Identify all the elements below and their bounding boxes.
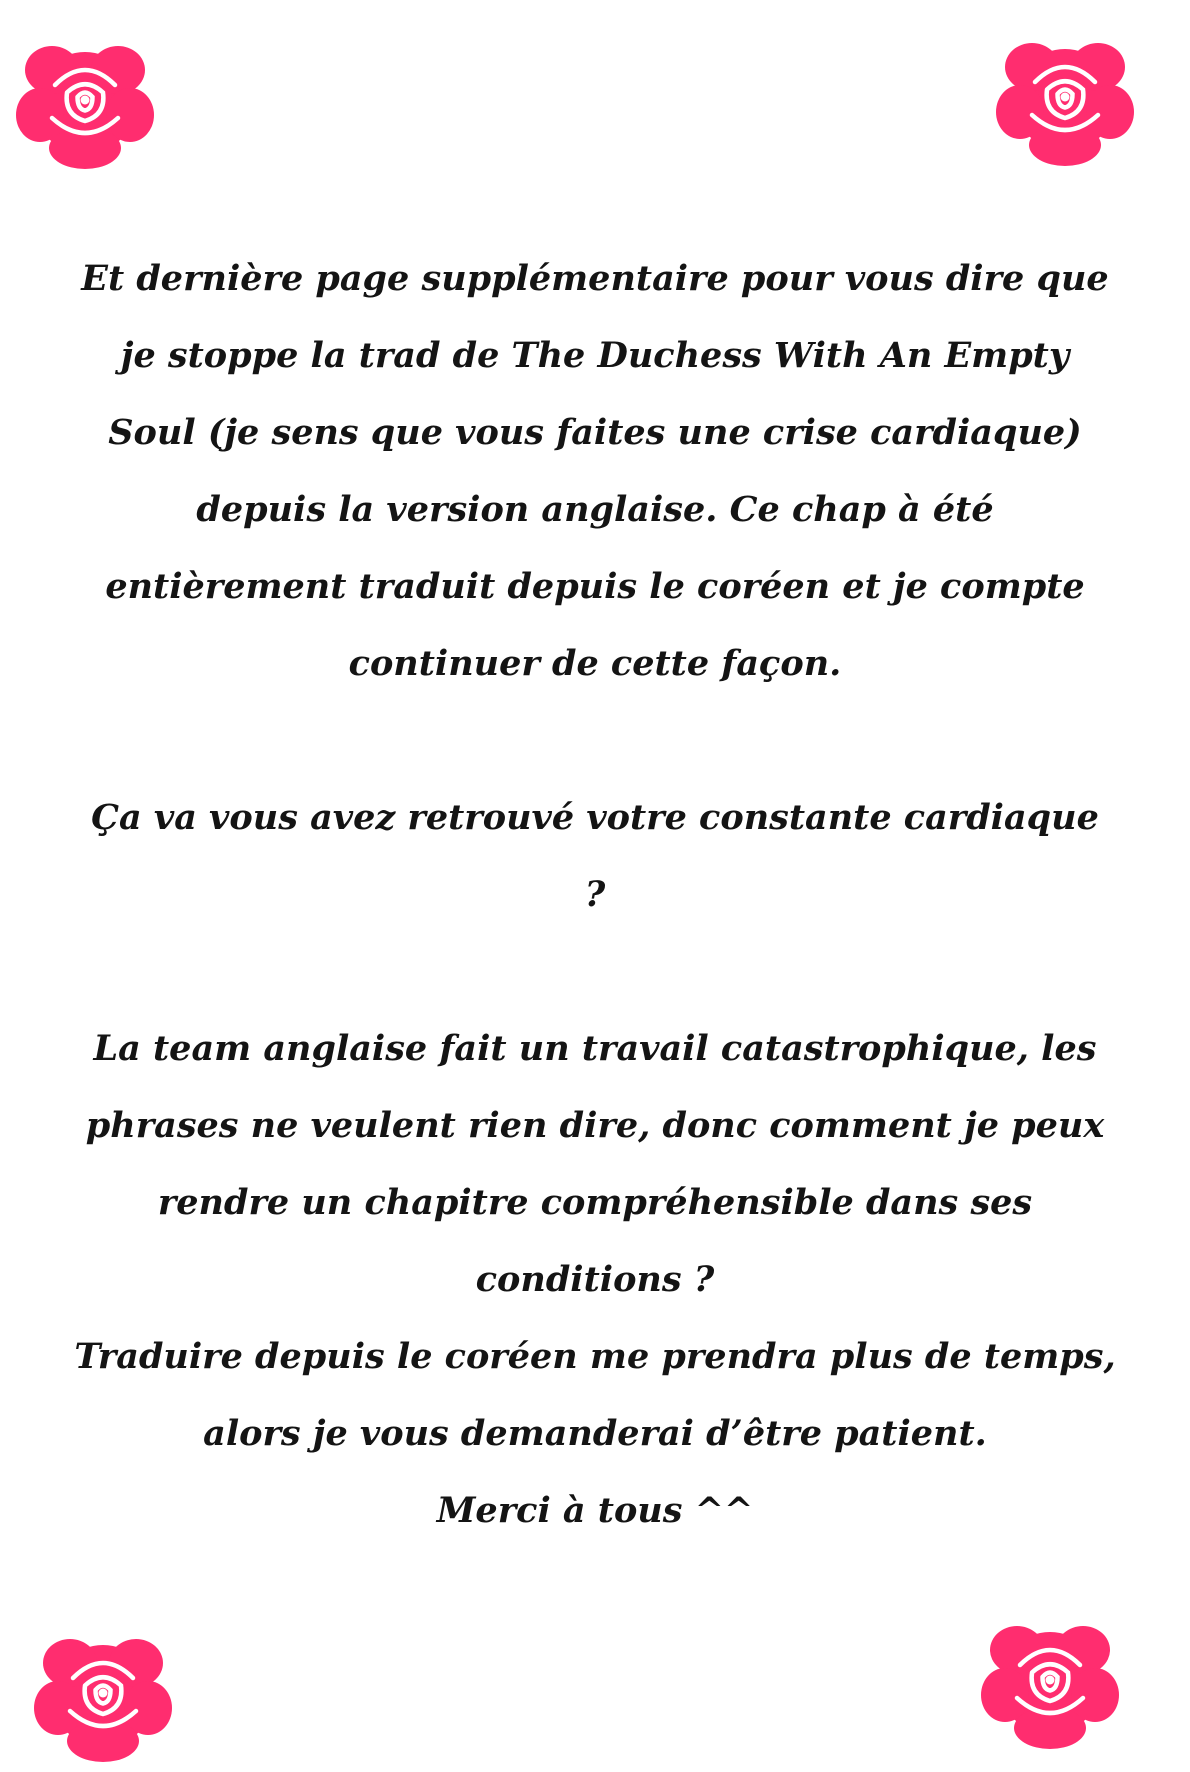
text-line: Ça va vous avez retrouvé votre constante cardiaque	[91, 797, 1099, 838]
text-line: La team anglaise fait un travail catastrophique, les	[93, 1028, 1097, 1069]
text-line: ?	[584, 874, 606, 915]
paragraph-question	[55, 779, 1135, 933]
message-body	[55, 240, 1135, 1549]
closing-thanks: Merci à tous ^^	[436, 1490, 754, 1531]
text-line: depuis la version anglaise. Ce chap à été	[196, 489, 994, 530]
text-line: phrases ne veulent rien dire, donc comment je peux	[85, 1105, 1105, 1146]
text-line: rendre un chapitre compréhensible dans ses	[157, 1182, 1033, 1223]
rose-icon-top-left	[10, 25, 160, 175]
rose-icon-top-right	[990, 22, 1140, 172]
rose-icon-bottom-right	[975, 1605, 1125, 1755]
text-line: conditions ?	[475, 1259, 715, 1300]
paragraph-announcement	[55, 240, 1135, 702]
text-line: Et dernière page supplémentaire pour vous dire que	[81, 258, 1109, 299]
text-line: entièrement traduit depuis le coréen et je compte	[105, 566, 1085, 607]
text-line: je stoppe la trad de The Duchess With An Empty	[120, 335, 1070, 376]
rose-icon	[10, 25, 160, 175]
text-line: Traduire depuis le coréen me prendra plus de temps,	[74, 1336, 1116, 1377]
rose-icon	[990, 22, 1140, 172]
spacer	[55, 702, 1135, 779]
text-line: Soul (je sens que vous faites une crise cardiaque)	[108, 412, 1082, 453]
rose-icon-bottom-left	[28, 1618, 178, 1768]
text-line: continuer de cette façon.	[348, 643, 842, 684]
spacer	[55, 933, 1135, 1010]
text-line: alors je vous demanderai d’être patient.	[203, 1413, 987, 1454]
paragraph-explanation	[55, 1010, 1135, 1549]
rose-icon	[975, 1605, 1125, 1755]
rose-icon	[28, 1618, 178, 1768]
